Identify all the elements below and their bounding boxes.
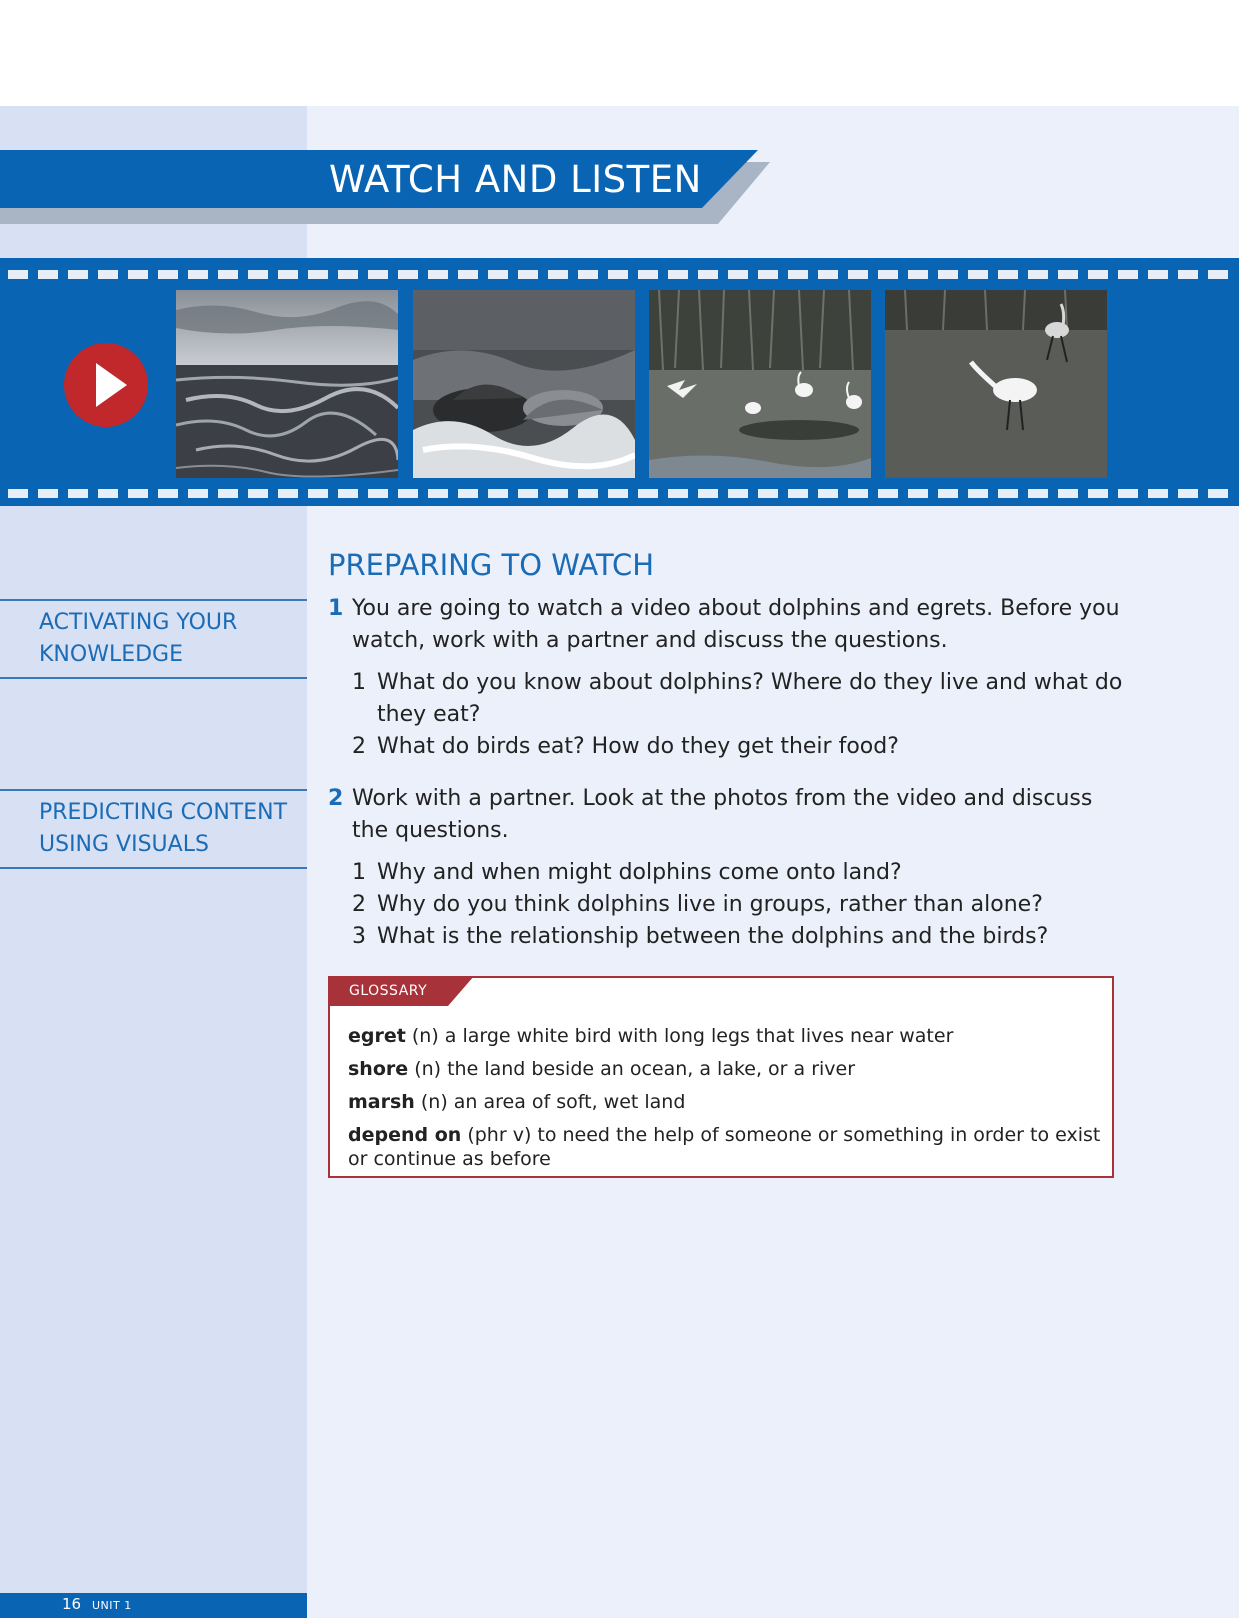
sprocket-hole bbox=[98, 270, 118, 279]
question-number: 3 bbox=[352, 924, 366, 949]
sprocket-hole bbox=[728, 270, 748, 279]
sprocket-hole bbox=[878, 270, 898, 279]
sprocket-hole bbox=[818, 489, 838, 498]
sprocket-hole bbox=[398, 270, 418, 279]
sprocket-hole bbox=[578, 270, 598, 279]
sprocket-hole bbox=[368, 489, 388, 498]
sprocket-hole bbox=[1058, 270, 1078, 279]
sprocket-hole bbox=[638, 270, 658, 279]
sprocket-hole bbox=[308, 270, 328, 279]
sprocket-hole bbox=[548, 489, 568, 498]
exercise-instruction: watch, work with a partner and discuss the questions. bbox=[352, 628, 948, 653]
glossary-entry: egret (n) a large white bird with long legs that lives near water bbox=[348, 1025, 954, 1047]
sprocket-hole bbox=[908, 489, 928, 498]
sprocket-hole bbox=[968, 270, 988, 279]
question-number: 1 bbox=[352, 860, 366, 885]
sprocket-hole bbox=[188, 270, 208, 279]
play-icon[interactable] bbox=[96, 363, 127, 407]
sprocket-hole bbox=[1088, 489, 1108, 498]
sprocket-hole bbox=[158, 270, 178, 279]
sprocket-hole bbox=[338, 270, 358, 279]
question-text: they eat? bbox=[377, 702, 481, 727]
sprocket-hole bbox=[998, 270, 1018, 279]
exercise-number: 2 bbox=[328, 786, 344, 811]
sprocket-hole bbox=[488, 489, 508, 498]
sprocket-hole bbox=[1028, 270, 1048, 279]
sprocket-hole bbox=[188, 489, 208, 498]
sprocket-hole bbox=[158, 489, 178, 498]
question-number: 1 bbox=[352, 670, 366, 695]
sprocket-hole bbox=[1028, 489, 1048, 498]
sprocket-hole bbox=[698, 270, 718, 279]
sprocket-hole bbox=[1178, 270, 1198, 279]
sprocket-hole bbox=[938, 489, 958, 498]
question-number: 2 bbox=[352, 892, 366, 917]
sprocket-hole bbox=[248, 270, 268, 279]
sprocket-hole bbox=[428, 489, 448, 498]
sprocket-hole bbox=[38, 489, 58, 498]
section-title: PREPARING TO WATCH bbox=[328, 548, 655, 582]
sprocket-hole bbox=[1118, 270, 1138, 279]
egrets-marsh-photo bbox=[649, 290, 871, 478]
sprocket-hole bbox=[1058, 489, 1078, 498]
sprocket-hole bbox=[1208, 270, 1228, 279]
sprocket-hole bbox=[1148, 489, 1168, 498]
glossary-label: GLOSSARY bbox=[349, 983, 428, 999]
sprocket-hole bbox=[338, 489, 358, 498]
glossary-entry-continued: or continue as before bbox=[348, 1148, 551, 1170]
sprocket-hole bbox=[398, 489, 418, 498]
exercise-instruction: the questions. bbox=[352, 818, 509, 843]
sprocket-hole bbox=[278, 270, 298, 279]
sprocket-hole bbox=[248, 489, 268, 498]
sprocket-hole bbox=[908, 270, 928, 279]
sprocket-hole bbox=[608, 270, 628, 279]
sprocket-hole bbox=[1148, 270, 1168, 279]
exercise-instruction: You are going to watch a video about dolphins and egrets. Before you bbox=[352, 596, 1120, 621]
sprocket-hole bbox=[488, 270, 508, 279]
sprocket-hole bbox=[518, 270, 538, 279]
sprocket-hole bbox=[518, 489, 538, 498]
sprocket-hole bbox=[128, 270, 148, 279]
question-text: What do birds eat? How do they get their food? bbox=[377, 734, 899, 759]
sprocket-hole bbox=[1118, 489, 1138, 498]
egret-mudflat-photo bbox=[885, 290, 1107, 478]
sprocket-hole bbox=[878, 489, 898, 498]
ocean-shore-photo bbox=[176, 290, 398, 478]
sprocket-hole bbox=[368, 270, 388, 279]
sprocket-hole bbox=[458, 270, 478, 279]
question-text: Why do you think dolphins live in groups, rather than alone? bbox=[377, 892, 1043, 917]
sprocket-hole bbox=[98, 489, 118, 498]
exercise-number: 1 bbox=[328, 596, 344, 621]
page-number: 16 bbox=[62, 1595, 82, 1613]
sprocket-hole bbox=[728, 489, 748, 498]
glossary-entry: shore (n) the land beside an ocean, a lake, or a river bbox=[348, 1058, 856, 1080]
sprocket-hole bbox=[788, 270, 808, 279]
sprocket-hole bbox=[638, 489, 658, 498]
sprocket-hole bbox=[128, 489, 148, 498]
glossary-entry: depend on (phr v) to need the help of someone or something in order to exist bbox=[348, 1124, 1101, 1146]
sprocket-hole bbox=[668, 270, 688, 279]
sprocket-hole bbox=[848, 489, 868, 498]
sprocket-hole bbox=[758, 270, 778, 279]
sprocket-hole bbox=[668, 489, 688, 498]
exercise-instruction: Work with a partner. Look at the photos from the video and discuss bbox=[352, 786, 1093, 811]
sprocket-hole bbox=[1088, 270, 1108, 279]
dolphins-feeding-photo bbox=[413, 290, 635, 478]
sprocket-hole bbox=[68, 270, 88, 279]
sprocket-hole bbox=[1178, 489, 1198, 498]
sprocket-hole bbox=[938, 270, 958, 279]
sprocket-hole bbox=[1208, 489, 1228, 498]
sprocket-hole bbox=[218, 270, 238, 279]
sprocket-hole bbox=[698, 489, 718, 498]
sprocket-hole bbox=[608, 489, 628, 498]
sprocket-hole bbox=[578, 489, 598, 498]
sprocket-hole bbox=[278, 489, 298, 498]
question-number: 2 bbox=[352, 734, 366, 759]
sprocket-hole bbox=[848, 270, 868, 279]
banner-title: WATCH AND LISTEN bbox=[329, 158, 702, 201]
sprocket-hole bbox=[788, 489, 808, 498]
question-text: Why and when might dolphins come onto land? bbox=[377, 860, 902, 885]
sprocket-hole bbox=[8, 270, 28, 279]
sprocket-hole bbox=[818, 270, 838, 279]
sprocket-hole bbox=[458, 489, 478, 498]
sprocket-hole bbox=[758, 489, 778, 498]
sprocket-hole bbox=[308, 489, 328, 498]
sprocket-hole bbox=[428, 270, 448, 279]
question-text: What is the relationship between the dolphins and the birds? bbox=[377, 924, 1049, 949]
question-text: What do you know about dolphins? Where do they live and what do bbox=[377, 670, 1123, 695]
sprocket-hole bbox=[968, 489, 988, 498]
sprocket-hole bbox=[8, 489, 28, 498]
activating-knowledge-heading: ACTIVATING YOUR KNOWLEDGE bbox=[0, 599, 307, 679]
unit-label: UNIT 1 bbox=[92, 1599, 132, 1612]
page-footer bbox=[0, 1593, 307, 1618]
glossary-entry: marsh (n) an area of soft, wet land bbox=[348, 1091, 686, 1113]
sprocket-hole bbox=[218, 489, 238, 498]
sprocket-hole bbox=[998, 489, 1018, 498]
predicting-content-heading: PREDICTING CONTENT USING VISUALS bbox=[0, 789, 307, 869]
sprocket-hole bbox=[38, 270, 58, 279]
sprocket-hole bbox=[68, 489, 88, 498]
sprocket-hole bbox=[548, 270, 568, 279]
